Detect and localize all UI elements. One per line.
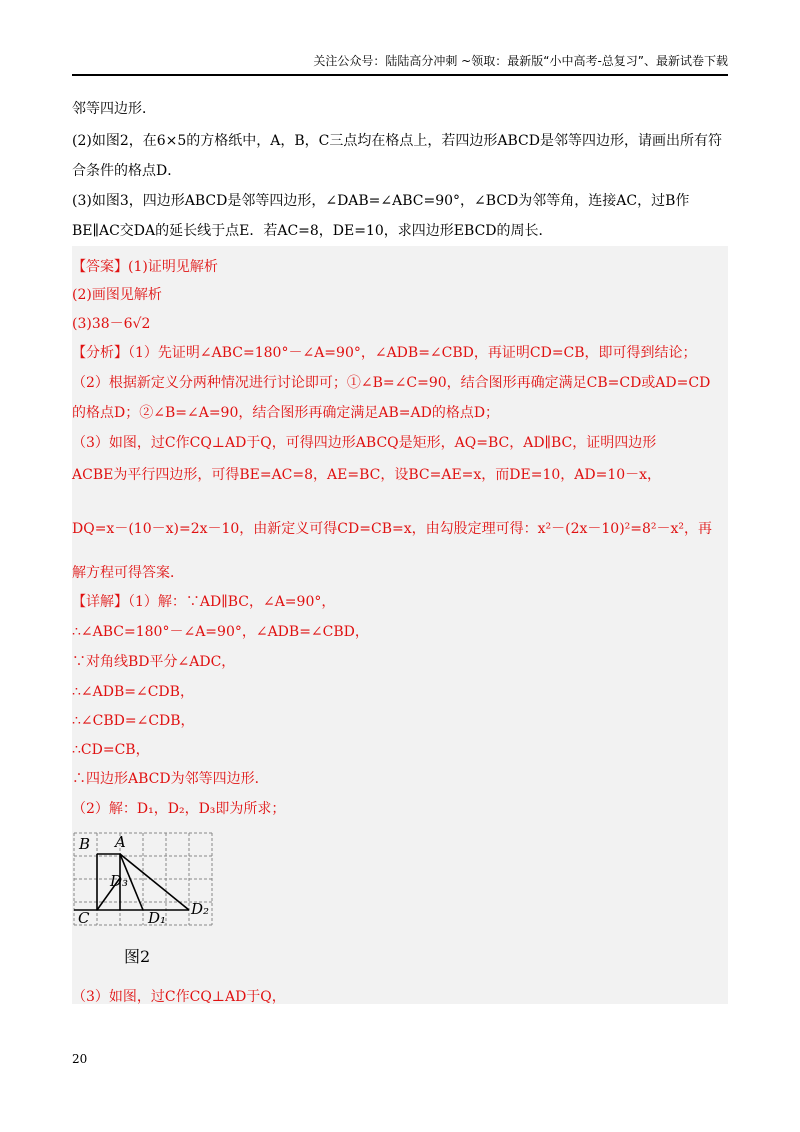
analysis-line-3: 的格点D；②∠B=∠A=90，结合图形再确定满足AB=AD的格点D；: [72, 405, 500, 421]
detail-line-5: ∴∠CBD=∠CDB，: [72, 713, 195, 729]
label-D2: D₂: [191, 900, 210, 918]
detail-line-1: 【详解】（1）解：∵AD∥BC，∠A=90°，: [72, 594, 336, 610]
label-D1: D₁: [148, 909, 167, 927]
question-line-2: (2)如图2，在6×5的方格纸中，A，B，C三点均在格点上，若四边形ABCD是邻等四边形，请画出所有符: [72, 133, 722, 149]
detail-line-6: ∴CD=CB，: [72, 742, 150, 758]
analysis-line-6: DQ=x－(10－x)=2x－10，由新定义可得CD=CB=x，由勾股定理可得：x²－(2x－10)²=8²－x²，再: [72, 521, 713, 537]
grid-figure: [70, 828, 220, 930]
analysis-line-1: 【分析】（1）先证明∠ABC=180°－∠A=90°，∠ADB=∠CBD，再证明CD=CB，即可得到结论；: [72, 345, 697, 361]
label-C: C: [78, 909, 90, 927]
detail-line-9: （3）如图，过C作CQ⊥AD于Q，: [72, 989, 286, 1005]
detail-line-7: ∴四边形ABCD为邻等四边形．: [72, 771, 269, 787]
answer-line-3: (3)38－6√2: [72, 316, 151, 332]
detail-line-8: （2）解：D₁，D₂，D₃即为所求；: [72, 801, 286, 817]
question-line-3: 合条件的格点D．: [72, 163, 182, 179]
page-header: [72, 52, 728, 76]
header-text: 关注公众号：陆陆高分冲刺 ~领取：最新版“小中高考-总复习”、最新试卷下载: [313, 54, 728, 68]
analysis-line-5: ACBE为平行四边形，可得BE=AC=8，AE=BC，设BC=AE=x，而DE=10，AD=10－x，: [72, 467, 662, 483]
detail-line-2: ∴∠ABC=180°－∠A=90°，∠ADB=∠CBD，: [72, 624, 369, 640]
page-number: 20: [72, 1052, 88, 1066]
answer-line-2: (2)画图见解析: [72, 287, 162, 303]
question-line-1: 邻等四边形．: [72, 101, 156, 117]
label-D3: D₃: [110, 872, 129, 890]
answer-line-1: 【答案】(1)证明见解析: [72, 259, 218, 275]
label-B: B: [79, 835, 91, 853]
detail-line-4: ∴∠ADB=∠CDB，: [72, 684, 194, 700]
detail-line-3: ∵对角线BD平分∠ADC，: [72, 654, 236, 670]
analysis-line-7: 解方程可得答案．: [72, 565, 184, 581]
question-line-4: (3)如图3，四边形ABCD是邻等四边形，∠DAB=∠ABC=90°，∠BCD为邻等角，连接AC，过B作: [72, 193, 690, 209]
label-A: A: [115, 833, 126, 851]
question-line-5: BE∥AC交DA的延长线于点E．若AC=8，DE=10，求四边形EBCD的周长．: [72, 223, 553, 239]
analysis-line-2: （2）根据新定义分两种情况进行讨论即可；①∠B=∠C=90，结合图形再确定满足CB=CD或AD=CD: [72, 375, 711, 391]
analysis-line-4: （3）如图，过C作CQ⊥AD于Q，可得四边形ABCQ是矩形，AQ=BC，AD∥BC，证明四边形: [72, 435, 657, 451]
figure-caption: 图2: [124, 947, 151, 966]
